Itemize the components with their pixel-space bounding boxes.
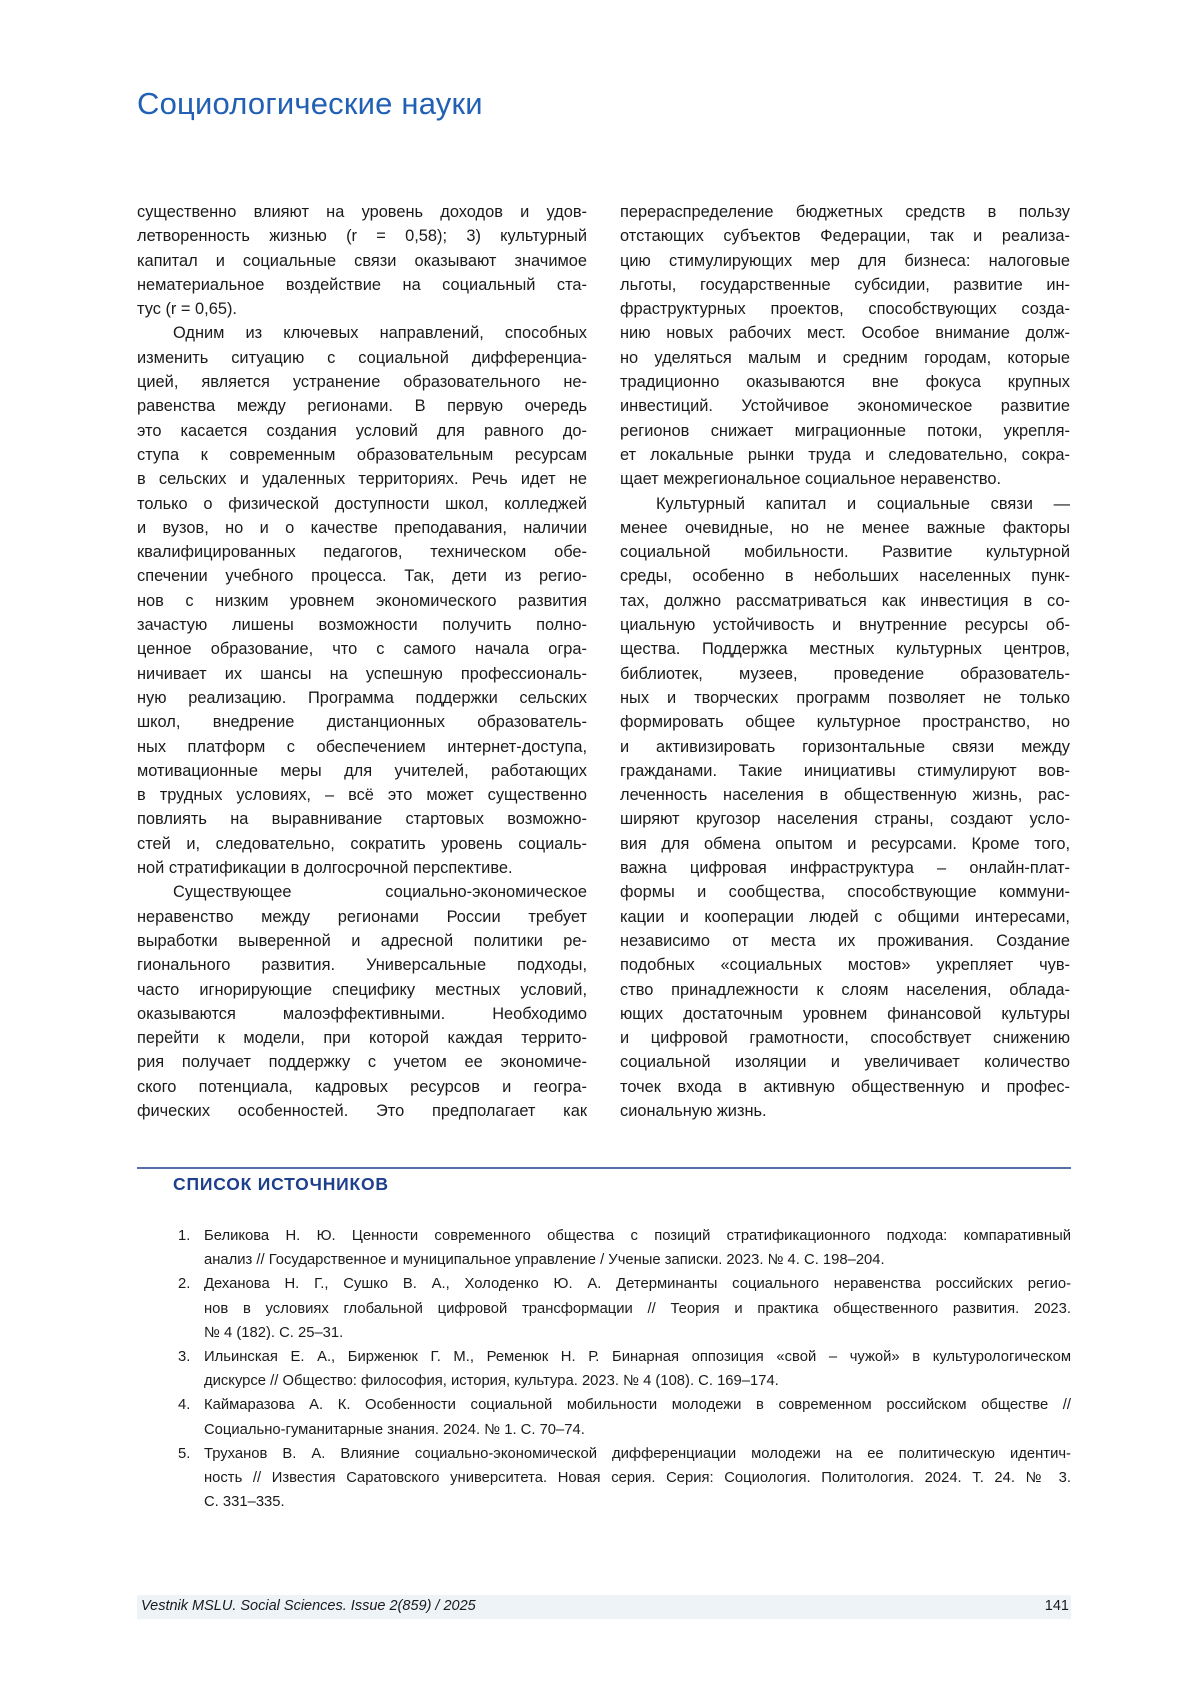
paragraph [137,321,587,880]
reference-line: Труханов В. А. Влияние социально-экономической дифференциации молодежи на ее политическую идентич- [204,1442,1071,1466]
text-line: ничивает их шансы на успешную профессиональ- [137,662,587,686]
text-line: тус (r = 0,65). [137,297,587,321]
reference-line: № 4 (182). С. 25–31. [204,1321,1071,1345]
text-line: нов с низким уровнем экономического развития [137,589,587,613]
text-line: циальную устойчивость и внутренние ресурсы об- [620,613,1070,637]
text-line: летворенность жизнью (r = 0,58); 3) культурный [137,224,587,248]
reference-line: Каймаразова А. К. Особенности социальной мобильности молодежи в современном российском обществе // [204,1393,1071,1417]
text-line: формы и сообщества, способствующие коммуни- [620,880,1070,904]
text-line: и активизировать горизонтальные связи между [620,735,1070,759]
reference-line: Деханова Н. Г., Сушко В. А., Холоденко Ю. А. Детерминанты социального неравенства российских регио- [204,1272,1071,1296]
reference-line: Ильинская Е. А., Бирженюк Г. М., Ременюк Н. Р. Бинарная оппозиция «свой – чужой» в культурологическом [204,1345,1071,1369]
text-line: гионального развития. Универсальные подходы, [137,953,587,977]
text-line: среды, особенно в небольших населенных пунк- [620,564,1070,588]
text-line: ных платформ с обеспечением интернет-доступа, [137,735,587,759]
text-line: и вузов, но и о качестве преподавания, наличии [137,516,587,540]
text-line: перераспределение бюджетных средств в пользу [620,200,1070,224]
text-line: независимо от места их проживания. Создание [620,929,1070,953]
text-line: важна цифровая инфраструктура – онлайн-плат- [620,856,1070,880]
text-line: Существующее социально-экономическое [137,880,587,904]
text-line: выработки выверенной и адресной политики ре- [137,929,587,953]
text-line: инвестиций. Устойчивое экономическое развитие [620,394,1070,418]
reference-item [178,1345,1071,1393]
section-title: Социологические науки [137,86,483,122]
text-line: фических особенностей. Это предполагает как [137,1099,587,1123]
text-line: оказываются малоэффективными. Необходимо [137,1002,587,1026]
text-line: ющих достаточным уровнем финансовой культуры [620,1002,1070,1026]
text-line: существенно влияют на уровень доходов и удов- [137,200,587,224]
text-line: капитал и социальные связи оказывают значимое [137,249,587,273]
text-line: щает межрегиональное социальное неравенство. [620,467,1070,491]
text-line: менее очевидные, но не менее важные факторы [620,516,1070,540]
text-line: формировать общее культурное пространство, но [620,710,1070,734]
text-line: стей и, следовательно, сократить уровень социаль- [137,832,587,856]
text-line: леченность населения в общественную жизнь, рас- [620,783,1070,807]
text-line: ство принадлежности к слоям населения, облада- [620,978,1070,1002]
reference-line: анализ // Государственное и муниципальное управление / Ученые записки. 2023. № 4. С. 198–204. [204,1248,1071,1272]
reference-number: 3. [178,1345,190,1369]
text-line: ет локальные рынки труда и следовательно, сокра- [620,443,1070,467]
text-line: фраструктурных проектов, способствующих созда- [620,297,1070,321]
text-line: точек входа в активную общественную и профес- [620,1075,1070,1099]
paragraph [620,492,1070,1124]
text-line: ценное образование, что с самого начала огра- [137,637,587,661]
reference-number: 4. [178,1393,190,1417]
text-line: это касается создания условий для равного до- [137,419,587,443]
text-line: ширяют кругозор населения страны, создают усло- [620,807,1070,831]
reference-item [178,1224,1071,1272]
text-line: спечении учебного процесса. Так, дети из регио- [137,564,587,588]
text-line: зачастую лишены возможности получить полно- [137,613,587,637]
text-line: рия получает поддержку с учетом ее экономиче- [137,1050,587,1074]
text-line: вия для обмена опытом и ресурсами. Кроме того, [620,832,1070,856]
text-line: мотивационные меры для учителей, работающих [137,759,587,783]
text-line: кации и кооперации людей с общими интересами, [620,905,1070,929]
reference-line: С. 331–335. [204,1490,1071,1514]
text-line: отстающих субъектов Федерации, так и реализа- [620,224,1070,248]
text-line: подобных «социальных мостов» укрепляет чув- [620,953,1070,977]
text-line: школ, внедрение дистанционных образователь- [137,710,587,734]
reference-number: 5. [178,1442,190,1466]
text-line: ных и творческих программ позволяет не только [620,686,1070,710]
reference-line: ность // Известия Саратовского университета. Новая серия. Серия: Социология. Политология. 2024. Т. 24. № 3. [204,1466,1071,1490]
reference-number: 1. [178,1224,190,1248]
text-line: нию новых рабочих мест. Особое внимание долж- [620,321,1070,345]
reference-line: Социально-гуманитарные знания. 2024. № 1. С. 70–74. [204,1418,1071,1442]
text-line: щества. Поддержка местных культурных центров, [620,637,1070,661]
reference-line: Беликова Н. Ю. Ценности современного общества с позиций стратификационного подхода: компаративный [204,1224,1071,1248]
text-line: библиотек, музеев, проведение образователь- [620,662,1070,686]
text-line: Одним из ключевых направлений, способных [137,321,587,345]
text-line: часто игнорирующие специфику местных условий, [137,978,587,1002]
text-line: только о физической доступности школ, колледжей [137,492,587,516]
text-line: социальной изоляции и увеличивает количество [620,1050,1070,1074]
reference-item [178,1272,1071,1345]
text-line: ступа к современным образовательным ресурсам [137,443,587,467]
text-line: равенства между регионами. В первую очередь [137,394,587,418]
text-line: повлиять на выравнивание стартовых возможно- [137,807,587,831]
reference-line: нов в условиях глобальной цифровой трансформации // Теория и практика общественного развития. 2023. [204,1297,1071,1321]
text-line: и цифровой грамотности, способствует снижению [620,1026,1070,1050]
reference-item [178,1442,1071,1515]
text-line: ную реализацию. Программа поддержки сельских [137,686,587,710]
text-line: льготы, государственные субсидии, развитие ин- [620,273,1070,297]
left-column [137,200,587,1123]
text-line: социальной мобильности. Развитие культурной [620,540,1070,564]
footer [137,1595,1071,1619]
divider [137,1167,1071,1169]
text-line: перейти к модели, при которой каждая террито- [137,1026,587,1050]
text-line: гражданами. Такие инициативы стимулируют вов- [620,759,1070,783]
paragraph [137,200,587,321]
references-list [178,1224,1071,1514]
text-line: цию стимулирующих мер для бизнеса: налоговые [620,249,1070,273]
text-line: Культурный капитал и социальные связи — [620,492,1070,516]
right-column [620,200,1070,1123]
text-line: неравенство между регионами России требует [137,905,587,929]
text-line: цией, является устранение образовательного не- [137,370,587,394]
journal-name: Vestnik MSLU. Social Sciences. Issue 2(859) / 2025 [141,1598,476,1614]
text-line: тах, должно рассматриваться как инвестиция в со- [620,589,1070,613]
text-line: сиональную жизнь. [620,1099,1070,1123]
reference-number: 2. [178,1272,190,1296]
references-title: СПИСОК ИСТОЧНИКОВ [173,1174,389,1195]
text-line: в трудных условиях, – всё это может существенно [137,783,587,807]
text-line: ского потенциала, кадровых ресурсов и геогра- [137,1075,587,1099]
text-line: ной стратификации в долгосрочной перспективе. [137,856,587,880]
text-line: традиционно оказываются вне фокуса крупных [620,370,1070,394]
reference-item [178,1393,1071,1441]
paragraph [620,200,1070,492]
text-line: но уделяться малым и средним городам, которые [620,346,1070,370]
text-line: нематериальное воздействие на социальный ста- [137,273,587,297]
reference-line: дискурсе // Общество: философия, история, культура. 2023. № 4 (108). С. 169–174. [204,1369,1071,1393]
text-line: изменить ситуацию с социальной дифференциа- [137,346,587,370]
page-number: 141 [1045,1598,1069,1614]
paragraph [137,880,587,1123]
text-line: квалифицированных педагогов, техническом обе- [137,540,587,564]
text-line: в сельских и удаленных территориях. Речь идет не [137,467,587,491]
text-line: регионов снижает миграционные потоки, укрепля- [620,419,1070,443]
